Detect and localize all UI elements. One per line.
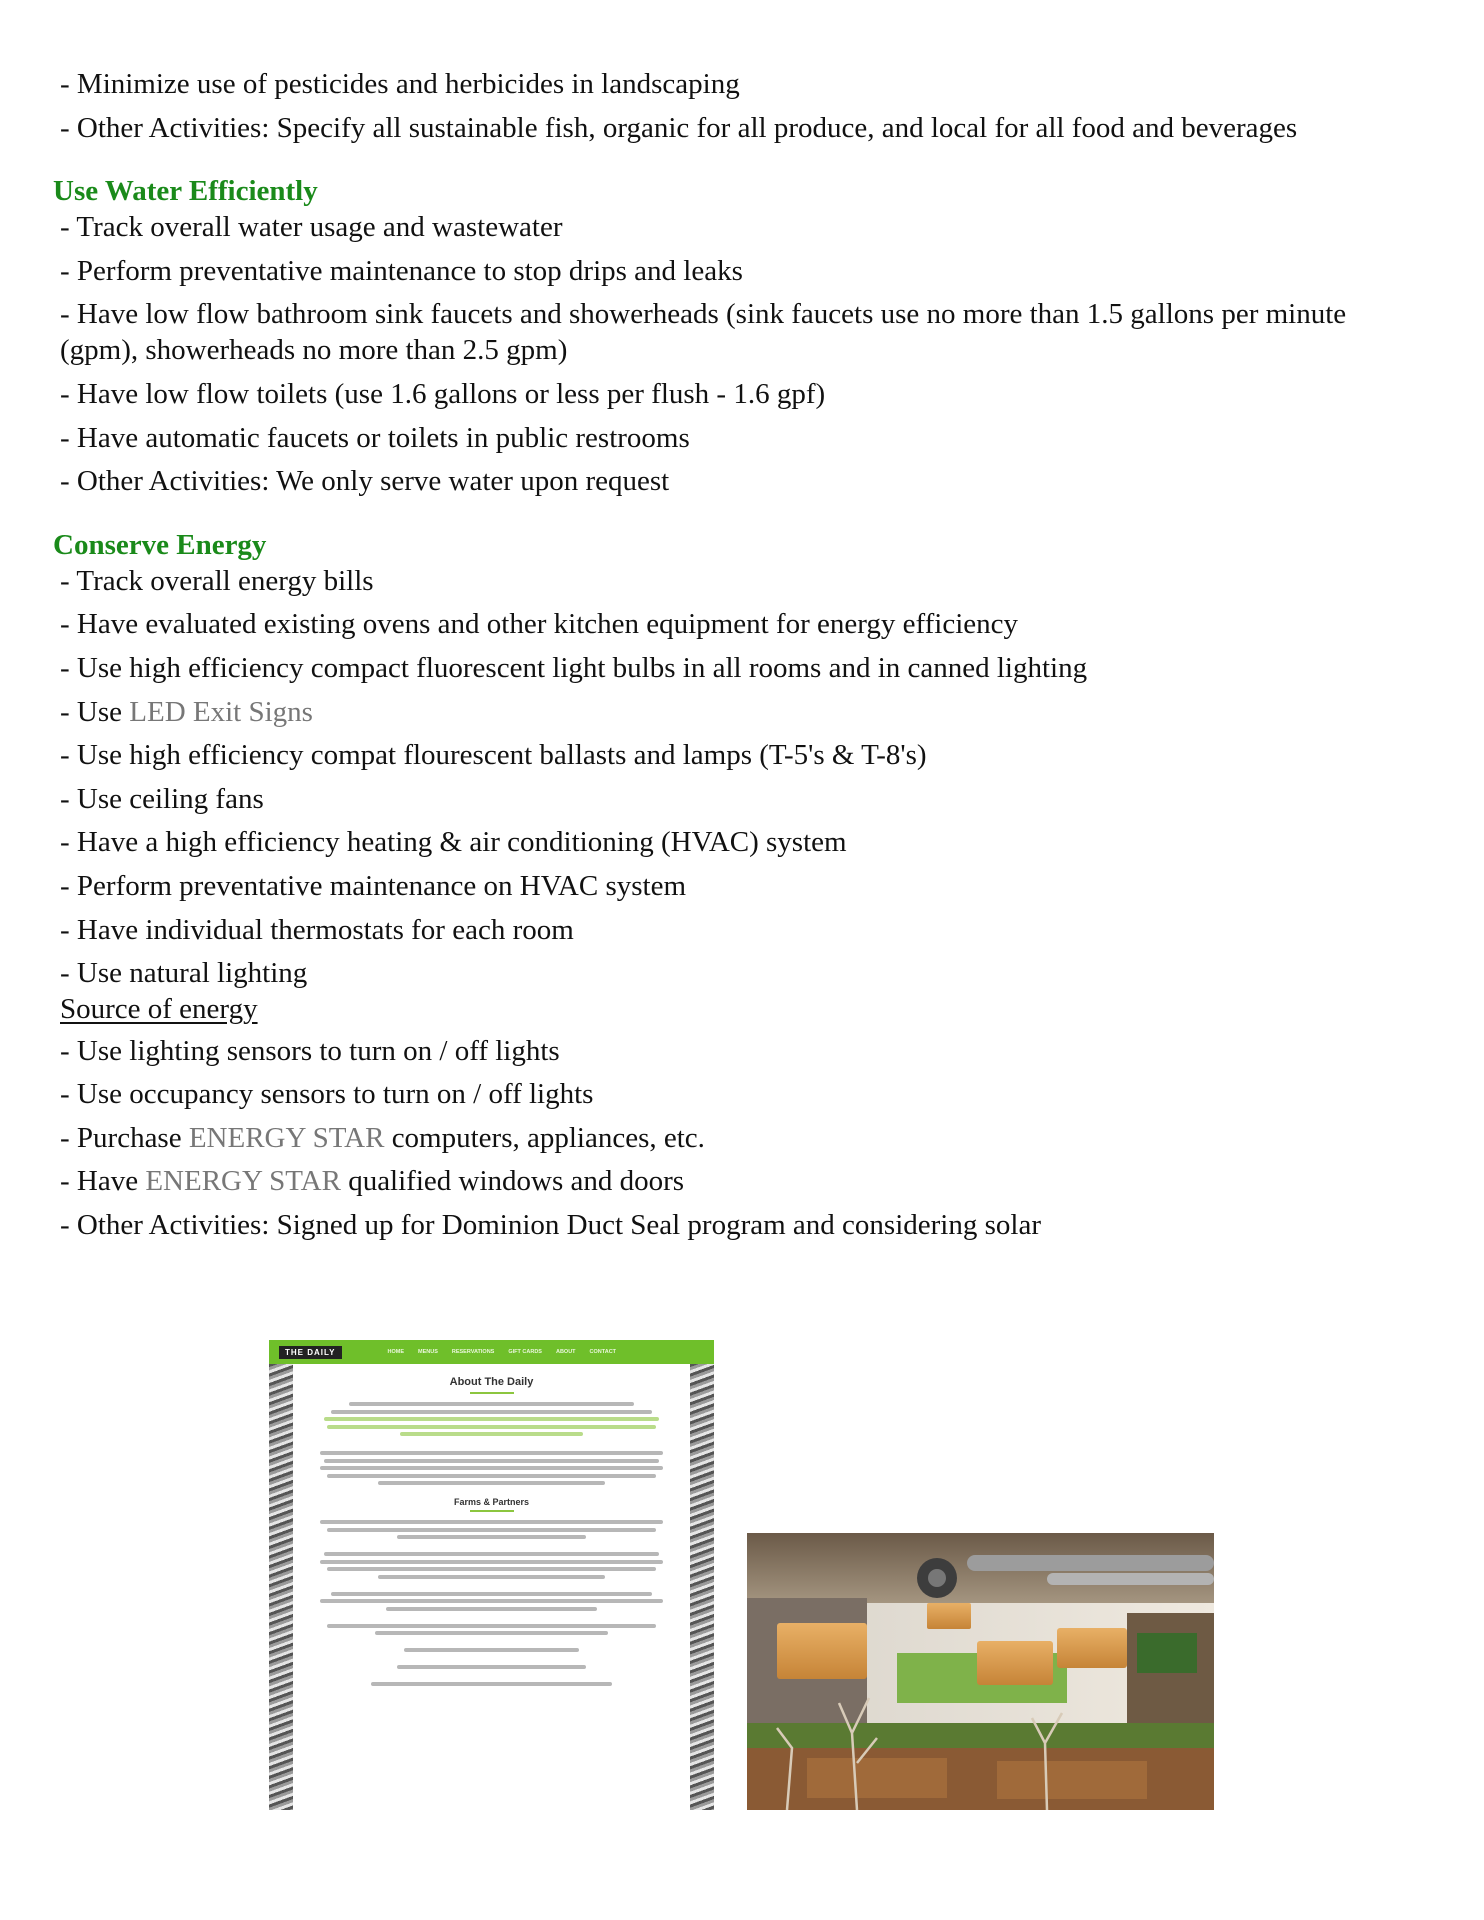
site-nav-item: RESERVATIONS — [451, 1349, 495, 1355]
list-item: - Use lighting sensors to turn on / off lights — [60, 1034, 560, 1067]
section-heading-water: Use Water Efficiently — [53, 175, 318, 208]
section-heading-energy: Conserve Energy — [53, 528, 267, 561]
list-item: - Use natural lighting — [60, 957, 308, 990]
list-item-prefix: - Use — [60, 695, 130, 728]
list-item: - Use high efficiency compact fluorescent light bulbs in all rooms and in canned lighting — [60, 651, 1088, 684]
list-item — [60, 1163, 1460, 1199]
site-section-title: Farms & Partners — [453, 1497, 530, 1507]
divider — [470, 1510, 514, 1512]
site-nav-item: MENUS — [418, 1349, 438, 1355]
list-item: - Have individual thermostats for each room — [60, 913, 574, 946]
list-item: - Use ceiling fans — [60, 782, 264, 815]
site-logo: THE DAILY — [279, 1346, 342, 1359]
site-nav-item: HOME — [387, 1349, 404, 1355]
site-title: About The Daily — [449, 1376, 534, 1388]
list-item: - Minimize use of pesticides and herbicides in landscaping — [60, 68, 740, 100]
site-nav-item: ABOUT — [555, 1349, 576, 1355]
restaurant-interior-photo — [747, 1533, 1214, 1810]
list-item: - Have low flow bathroom sink faucets and showerheads (sink faucets use no more than 1.5 gallons per minute (gpm), showerheads no more than 2.5 gpm) — [60, 298, 1347, 367]
energy-star-link[interactable]: ENERGY STAR — [188, 1121, 385, 1154]
source-of-energy-label — [60, 991, 1460, 1027]
list-item: - Perform preventative maintenance to stop drips and leaks — [60, 254, 743, 287]
document-page — [53, 66, 1460, 1251]
list-item: - Have a high efficiency heating & air conditioning (HVAC) system — [60, 826, 847, 859]
list-item: - Have low flow toilets (use 1.6 gallons or less per flush - 1.6 gpf) — [60, 377, 826, 410]
site-content — [309, 1370, 674, 1690]
list-item: - Other Activities: We only serve water upon request — [60, 465, 670, 498]
site-nav-item: GIFT CARDS — [508, 1349, 542, 1355]
list-item: - Other Activities: Specify all sustainable fish, organic for all produce, and local for all food and beverages — [60, 111, 1298, 144]
site-nav-item: CONTACT — [589, 1349, 617, 1355]
list-item-prefix: - Have — [60, 1165, 146, 1198]
led-exit-signs-link[interactable]: LED Exit Signs — [129, 695, 313, 728]
list-item: - Have evaluated existing ovens and other kitchen equipment for energy efficiency — [60, 608, 1018, 641]
decorative-branches-left — [269, 1364, 293, 1810]
list-item: - Other Activities: Signed up for Dominion Duct Seal program and considering solar — [60, 1209, 1041, 1242]
list-item: - Use occupancy sensors to turn on / off lights — [60, 1078, 594, 1111]
list-item-suffix: qualified windows and doors — [340, 1165, 685, 1198]
list-item-suffix: computers, appliances, etc. — [384, 1121, 705, 1154]
list-item: - Perform preventative maintenance on HVAC system — [60, 869, 687, 902]
divider — [470, 1392, 514, 1394]
list-item: - Have automatic faucets or toilets in public restrooms — [60, 421, 690, 454]
list-item: - Use high efficiency compat flourescent ballasts and lamps (T-5's & T-8's) — [60, 739, 927, 772]
interior-illustration — [747, 1533, 1214, 1810]
energy-star-link[interactable]: ENERGY STAR — [145, 1165, 341, 1198]
site-nav-bar — [269, 1340, 714, 1364]
restaurant-website-screenshot — [269, 1340, 714, 1810]
list-item: - Track overall water usage and wastewater — [60, 211, 563, 244]
list-item — [60, 1120, 1460, 1156]
list-item-prefix: - Purchase — [60, 1121, 189, 1154]
decorative-branches-right — [690, 1364, 714, 1810]
list-item — [60, 694, 1460, 730]
source-of-energy-text: Source of energy — [60, 992, 258, 1025]
list-item: - Track overall energy bills — [60, 564, 374, 597]
